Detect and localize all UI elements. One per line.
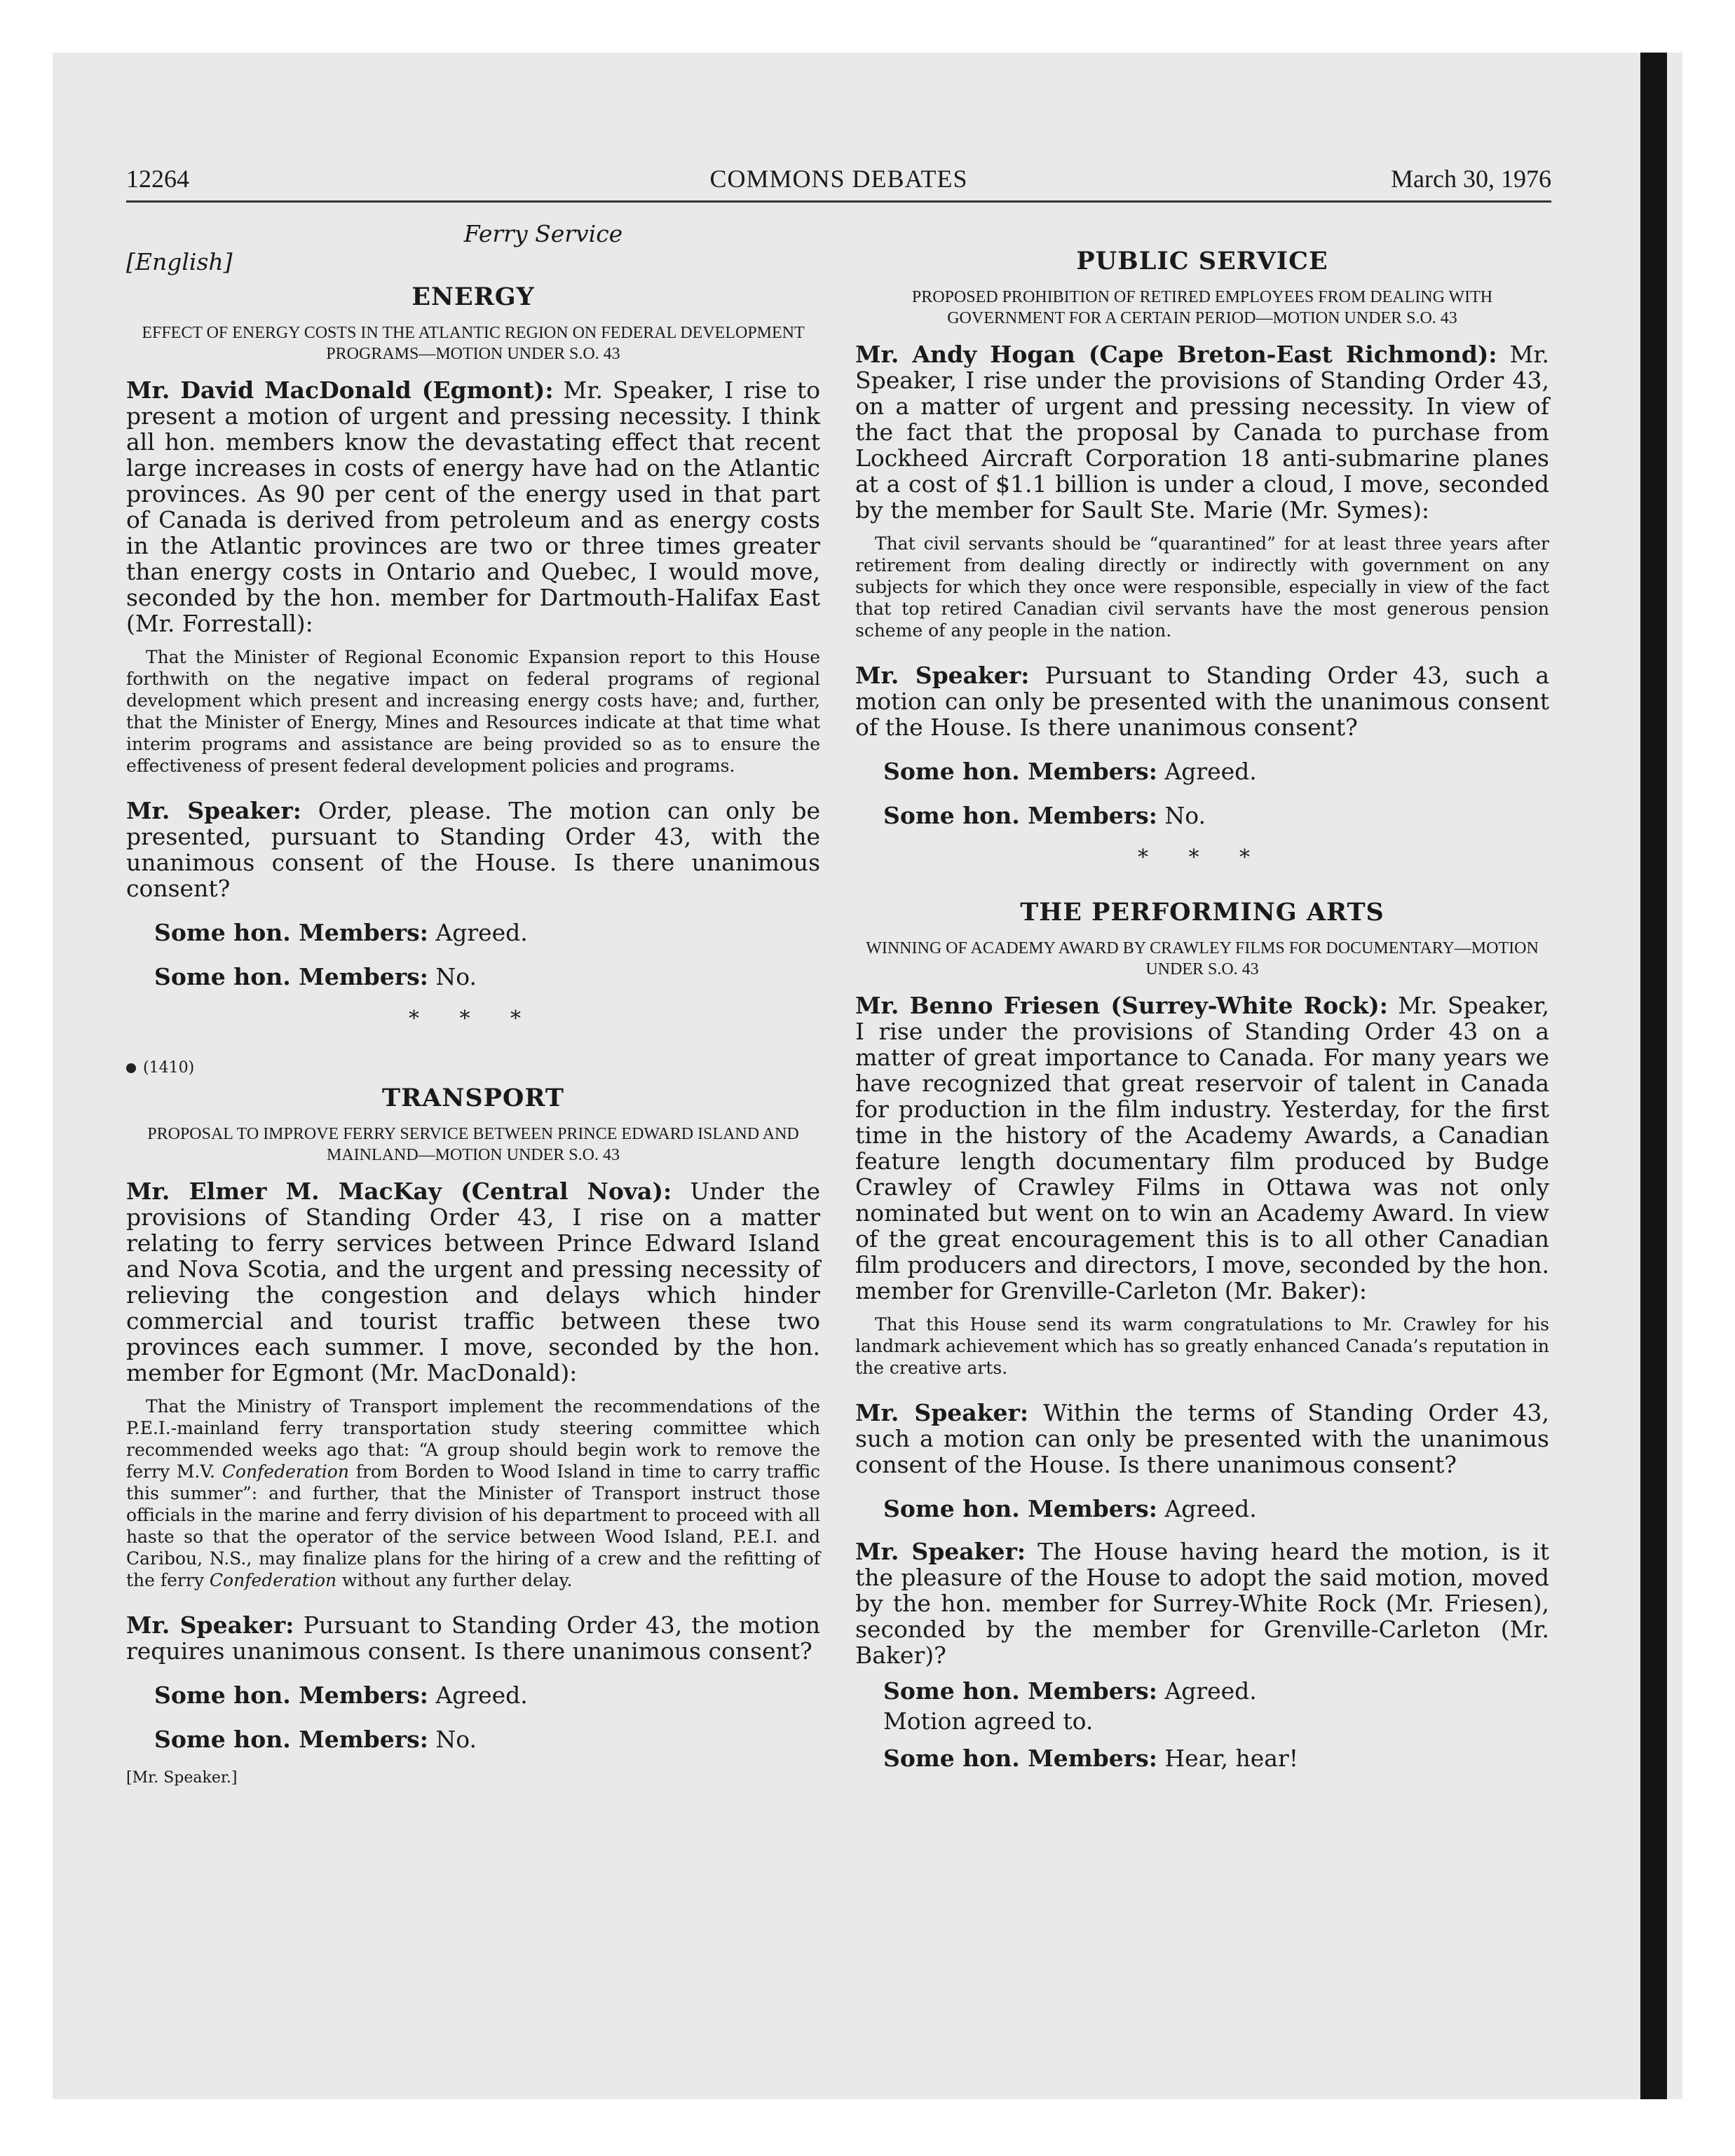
page-number: 12264 <box>126 165 189 193</box>
speaker-name: Mr. Speaker: <box>855 1538 1026 1565</box>
speech-speaker-adopt-motion: Mr. Speaker: The House having heard the motion, is it the pleasure of the House to adopt the said motion, moved by the hon. member for Surrey-White Rock (Mr. Friesen), seconded by the member for Grenville-Carleton (Mr. Baker)? <box>855 1538 1550 1669</box>
speech-speaker-public-service: Mr. Speaker: Pursuant to Standing Order 43, such a motion can only be presented with the unanimous consent of the House. Is there unanimous consent? <box>855 662 1550 741</box>
speaker-name: Mr. Speaker: <box>126 797 301 824</box>
motion-text-transport: That the Ministry of Transport implement the recommendations of the P.E.I.-mainland ferry transportation study steering committee which recommended weeks ago that: “A group should begin work to remove the ferry M.V. Confederation from Borden to Wood Island in time to carry traffic this summer”: and further, that the Minister of Transport instruct those officials in the marine and ferry division of his department to proceed with all haste so that the operator of the service between Wood Island, P.E.I. and Caribou, N.S., may finalize plans for the hiring of a crew and the refitting of the ferry Confederation without any further delay. <box>126 1396 820 1590</box>
motion-text-performing-arts: That this House send its warm congratulations to Mr. Crawley for his landmark achievement which has so greatly enhanced Canada’s reputation in the creative arts. <box>855 1314 1549 1378</box>
right-column <box>855 210 1549 1775</box>
members-reply-agreed: Some hon. Members: Agreed. <box>883 1677 1257 1705</box>
speaker-name: Mr. Elmer M. MacKay (Central Nova): <box>126 1178 672 1205</box>
speaker-name: Mr. David MacDonald (Egmont): <box>126 376 554 404</box>
members-reply-hear: Some hon. Members: Hear, hear! <box>883 1745 1298 1772</box>
members-reply-no: Some hon. Members: No. <box>883 802 1206 829</box>
speaker-name: Mr. Speaker: <box>855 1399 1029 1426</box>
speech-speaker-performing-arts: Mr. Speaker: Within the terms of Standing Order 43, such a motion can only be presented with the unanimous consent of the House. Is there unanimous consent? <box>855 1399 1549 1478</box>
language-tag: [English] <box>126 248 233 275</box>
speech-mackay: Mr. Elmer M. MacKay (Central Nova): Under the provisions of Standing Order 43, I rise on a matter relating to ferry services between Prince Edward Island and Nova Scotia, and the urgent and pressing necessity of relieving the congestion and delays which hinder commercial and tourist traffic between these two provinces each summer. I move, seconded by the hon. member for Egmont (Mr. MacDonald): <box>126 1178 820 1386</box>
motion-agreed-note: Motion agreed to. <box>883 1707 1094 1735</box>
motion-text-energy: That the Minister of Regional Economic Expansion report to this House forthwith on the negative impact on federal programs of regional development which present and increasing energy costs have; and, further, that the Minister of Energy, Mines and Resources indicate at that time what interim programs and assistance are being provided so as to ensure the effectiveness of present federal development policies and programs. <box>126 647 820 776</box>
section-title-transport: TRANSPORT <box>382 1084 564 1112</box>
speech-speaker-energy: Mr. Speaker: Order, please. The motion can only be presented, pursuant to Standing Order 43, with the unanimous consent of the House. Is there unanimous consent? <box>126 797 820 902</box>
page-header <box>126 156 1551 203</box>
members-reply-agreed: Some hon. Members: Agreed. <box>154 1681 528 1709</box>
section-subtitle-energy: EFFECT OF ENERGY COSTS IN THE ATLANTIC REGION ON FEDERAL DEVELOPMENT PROGRAMS—MOTION UNDER S.O. 43 <box>142 324 805 363</box>
section-title-public-service: PUBLIC SERVICE <box>1076 247 1328 275</box>
speech-macdonald: Mr. David MacDonald (Egmont): Mr. Speaker, I rise to present a motion of urgent and pressing necessity. I think all hon. members know the devastating effect that recent large increases in costs of energy have had on the Atlantic provinces. As 90 per cent of the energy used in that part of Canada is derived from petroleum and as energy costs in the Atlantic provinces are two or three times greater than energy costs in Ontario and Quebec, I would move, seconded by the hon. member for Dartmouth-Halifax East (Mr. Forrestall): <box>126 376 821 637</box>
section-subtitle-performing-arts: WINNING OF ACADEMY AWARD BY CRAWLEY FILMS FOR DOCUMENTARY—MOTION UNDER S.O. 43 <box>866 939 1539 978</box>
section-title-energy: ENERGY <box>411 282 535 311</box>
speaker-name: Mr. Speaker: <box>126 1611 294 1639</box>
members-reply-agreed: Some hon. Members: Agreed. <box>154 919 528 946</box>
continuation-note: [Mr. Speaker.] <box>126 1769 238 1787</box>
speaker-name: Mr. Speaker: <box>855 662 1030 689</box>
speaker-name: Mr. Andy Hogan (Cape Breton-East Richmond): <box>855 341 1497 368</box>
speaker-name: Mr. Benno Friesen (Surrey-White Rock): <box>855 992 1388 1019</box>
section-separator: * * * <box>1137 845 1267 870</box>
members-reply-no: Some hon. Members: No. <box>154 1726 477 1753</box>
speech-hogan: Mr. Andy Hogan (Cape Breton-East Richmond): Mr. Speaker, I rise under the provisions of Standing Order 43, on a matter of urgent and pressing necessity. In view of the fact that the proposal by Canada to purchase from Lockheed Aircraft Corporation 18 anti-submarine planes at a cost of $1.1 billion is under a cloud, I move, seconded by the member for Sault Ste. Marie (Mr. Symes): <box>855 341 1550 524</box>
members-reply-agreed: Some hon. Members: Agreed. <box>883 758 1257 785</box>
section-subtitle-transport: PROPOSAL TO IMPROVE FERRY SERVICE BETWEEN PRINCE EDWARD ISLAND AND MAINLAND—MOTION UNDER S.O. 43 <box>147 1125 799 1164</box>
page-binding-edge <box>1640 53 1667 2099</box>
publication-title: COMMONS DEBATES <box>709 165 968 193</box>
motion-text-public-service: That civil servants should be “quarantined” for at least three years after retirement from dealing directly or indirectly with government on any subjects for which they once were responsible, especially in view of the fact that top retired Canadian civil servants have the most generous pension scheme of any people in the nation. <box>855 533 1549 641</box>
timestamp: (1410) <box>126 1059 820 1077</box>
members-reply-agreed: Some hon. Members: Agreed. <box>883 1495 1257 1522</box>
speech-speaker-transport: Mr. Speaker: Pursuant to Standing Order 43, the motion requires unanimous consent. Is there unanimous consent? <box>126 1611 820 1665</box>
section-title-performing-arts: THE PERFORMING ARTS <box>1020 898 1384 927</box>
page-date: March 30, 1976 <box>1391 165 1551 193</box>
running-title: Ferry Service <box>463 220 623 247</box>
section-subtitle-public-service: PROPOSED PROHIBITION OF RETIRED EMPLOYEES FROM DEALING WITH GOVERNMENT FOR A CERTAIN PERIOD—MOTION UNDER S.O. 43 <box>911 288 1493 327</box>
bullet-icon <box>126 1063 136 1073</box>
members-reply-no: Some hon. Members: No. <box>154 963 477 990</box>
section-separator: * * * <box>408 1007 538 1031</box>
left-column <box>126 210 820 1787</box>
speech-friesen: Mr. Benno Friesen (Surrey-White Rock): Mr. Speaker, I rise under the provisions of Standing Order 43 on a matter of great importance to Canada. For many years we have recognized that great reservoir of talent in Canada for production in the film industry. Yesterday, for the first time in the history of the Academy Awards, a Canadian feature length documentary film produced by Budge Crawley of Crawley Films in Ottawa was not only nominated but went on to win an Academy Award. In view of the great encouragement this is to all other Canadian film producers and directors, I move, seconded by the hon. member for Grenville-Carleton (Mr. Baker): <box>855 992 1549 1304</box>
